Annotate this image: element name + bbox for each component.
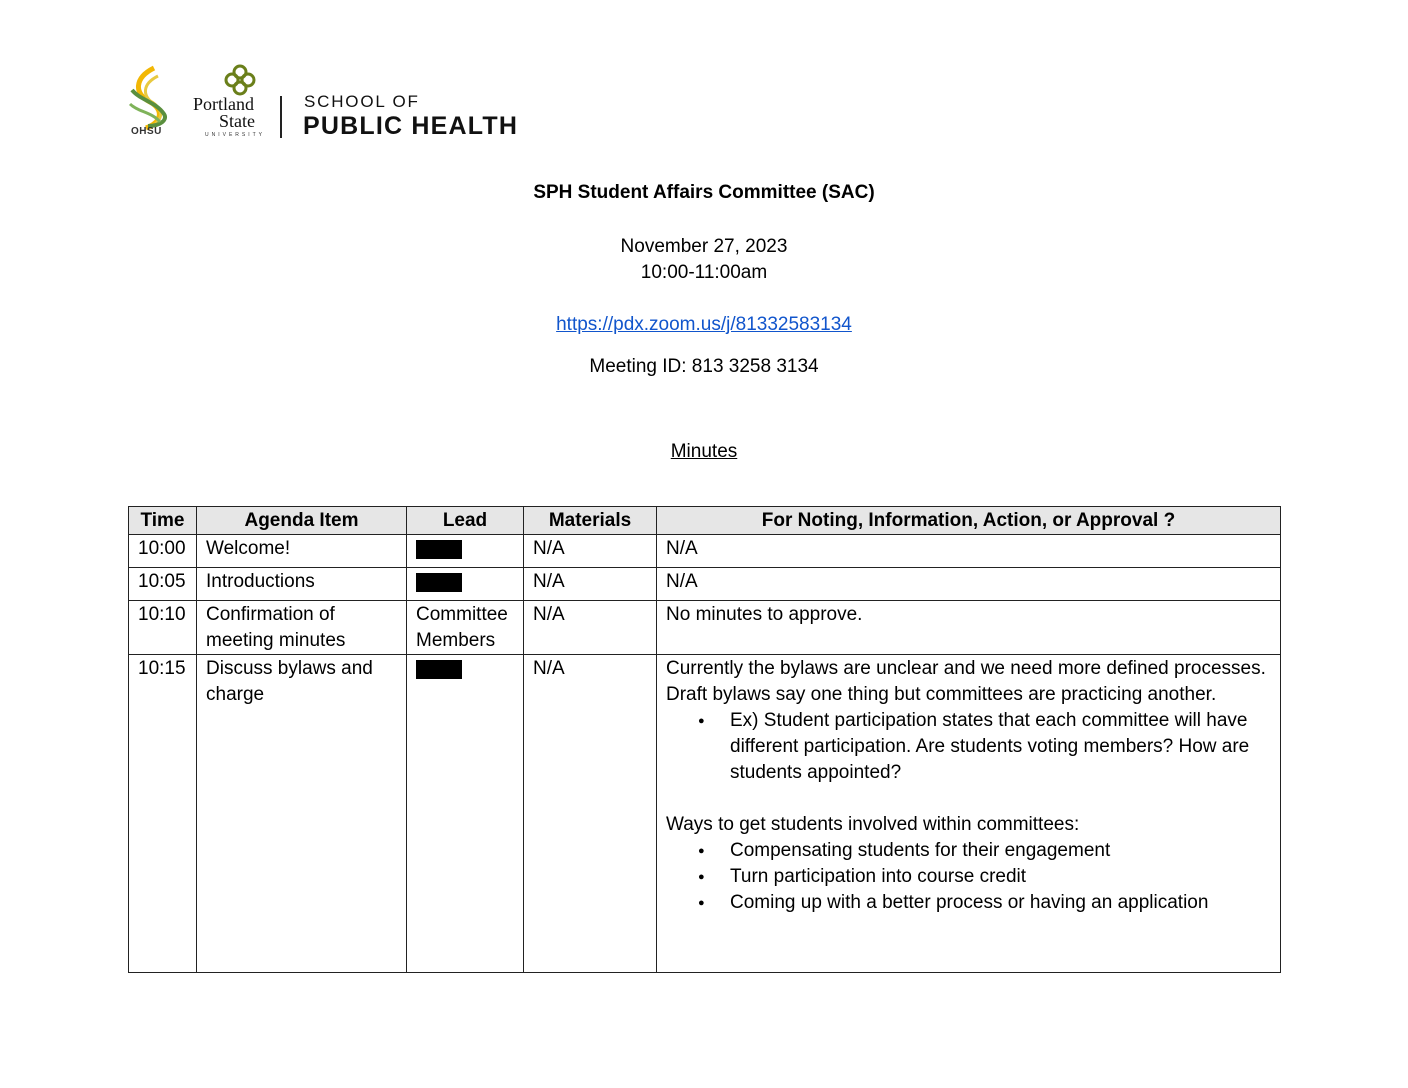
cell-time: 10:00	[129, 535, 197, 568]
cell-materials: N/A	[524, 568, 657, 601]
header-agenda-item: Agenda Item	[197, 507, 407, 535]
table-row	[129, 535, 1281, 568]
document-title: SPH Student Affairs Committee (SAC)	[533, 182, 875, 203]
zoom-link-text[interactable]: https://pdx.zoom.us/j/81332583134	[556, 314, 852, 335]
cell-notes	[657, 655, 1281, 973]
cell-lead	[407, 655, 524, 973]
table-row	[129, 601, 1281, 655]
cell-lead: Committee Members	[407, 601, 524, 655]
cell-notes: No minutes to approve.	[657, 601, 1281, 655]
agenda-table	[128, 506, 1281, 973]
table-header-row	[129, 507, 1281, 535]
notes-ways-heading: Ways to get students involved within committees:	[666, 814, 1080, 835]
cell-materials: N/A	[524, 601, 657, 655]
cell-lead	[407, 535, 524, 568]
zoom-link[interactable]	[0, 314, 1408, 336]
cell-item: Welcome!	[197, 535, 407, 568]
cell-item: Introductions	[197, 568, 407, 601]
redaction-bar	[416, 660, 462, 679]
header-lead: Lead	[407, 507, 524, 535]
cell-item: Confirmation of meeting minutes	[197, 601, 407, 655]
cell-materials: N/A	[524, 655, 657, 973]
redaction-bar	[416, 573, 462, 592]
table-row	[129, 568, 1281, 601]
cell-item: Discuss bylaws and charge	[197, 655, 407, 973]
list-item: ● Coming up with a better process or having an application	[730, 890, 1271, 916]
section-heading: Minutes	[670, 441, 738, 462]
meeting-time: 10:00-11:00am	[640, 262, 768, 283]
cell-materials: N/A	[524, 535, 657, 568]
list-item: ● Ex) Student participation states that each committee will have different participation. Are students voting members? How are students appointed?	[730, 708, 1271, 786]
logo-divider	[280, 96, 282, 138]
cell-notes: N/A	[657, 568, 1281, 601]
table-row	[129, 655, 1281, 973]
notes-bullets	[666, 708, 1271, 786]
psu-line2: State	[219, 111, 255, 131]
cell-notes: N/A	[657, 535, 1281, 568]
meeting-date: November 27, 2023	[620, 236, 788, 257]
ohsu-label: OHSU	[131, 126, 162, 137]
psu-line1: Portland	[193, 94, 254, 114]
notes-intro: Currently the bylaws are unclear and we need more defined processes. Draft bylaws say one thing but committees are practicing another.	[666, 658, 1266, 705]
psu-wordmark	[193, 96, 255, 130]
header-notes: For Noting, Information, Action, or Approval ?	[657, 507, 1281, 535]
sph-line1: SCHOOL OF	[304, 92, 420, 111]
header-materials: Materials	[524, 507, 657, 535]
cell-lead	[407, 568, 524, 601]
psu-university: UNIVERSITY	[205, 132, 266, 138]
header-time: Time	[129, 507, 197, 535]
cell-time: 10:15	[129, 655, 197, 973]
meeting-id: Meeting ID: 813 3258 3134	[589, 356, 819, 377]
psu-mark-icon	[224, 64, 256, 96]
ways-list	[666, 838, 1271, 916]
redaction-bar	[416, 540, 462, 559]
list-item: ● Compensating students for their engagement	[730, 838, 1271, 864]
cell-time: 10:10	[129, 601, 197, 655]
sph-line2: PUBLIC HEALTH	[303, 112, 519, 140]
list-item: ● Turn participation into course credit	[730, 864, 1271, 890]
cell-time: 10:05	[129, 568, 197, 601]
